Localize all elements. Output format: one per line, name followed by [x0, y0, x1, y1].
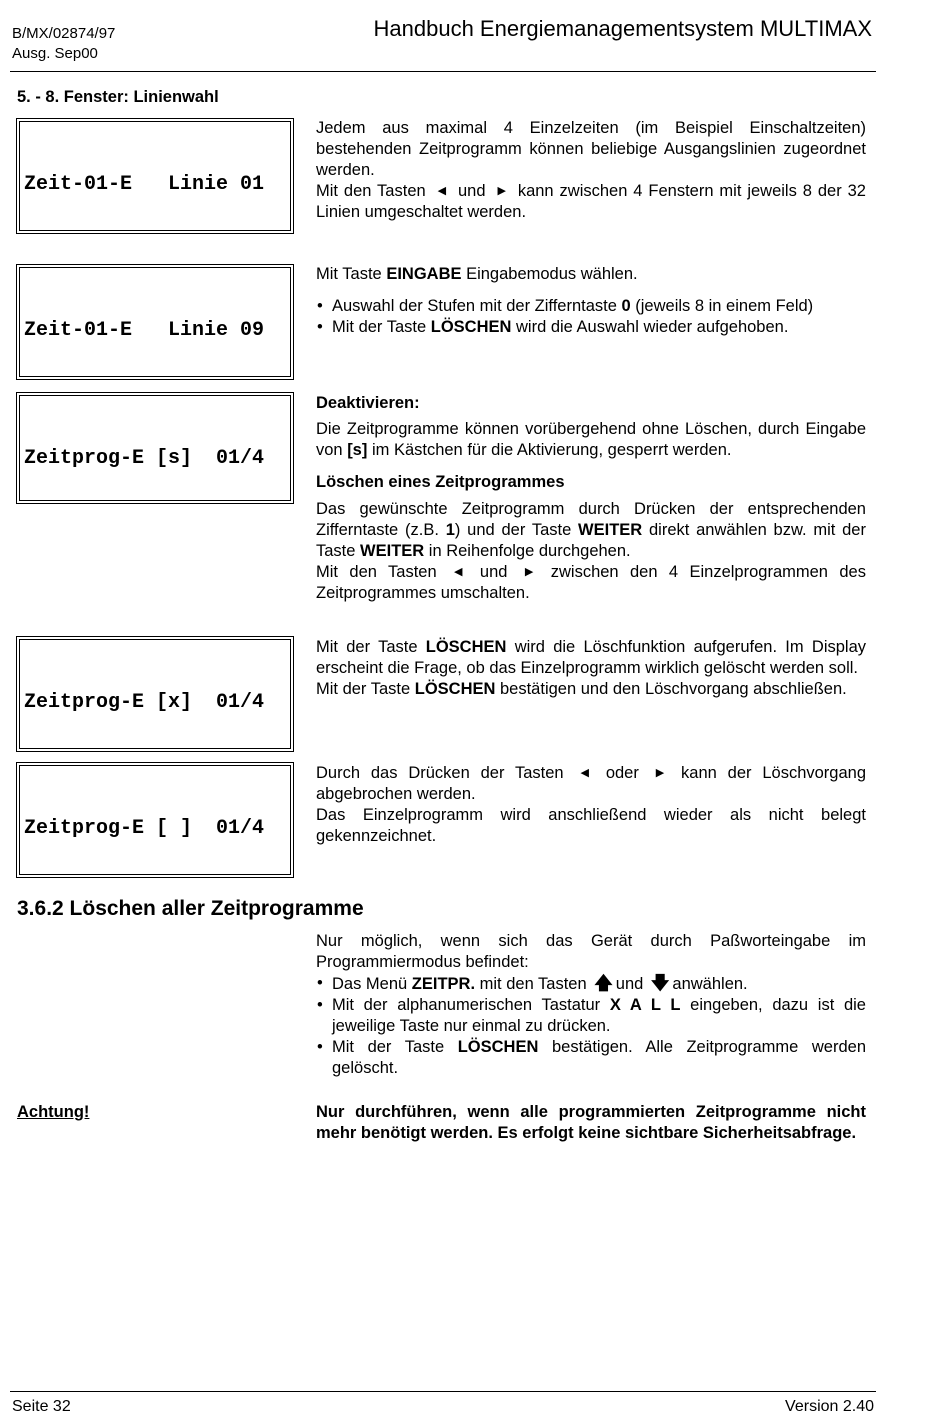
footer-divider [10, 1391, 876, 1392]
text-run: in Reihenfolge durchgehen. [424, 542, 631, 560]
paragraph-text: Jedem aus maximal 4 Einzelzeiten (im Beispiel Einschaltzeiten) bestehenden Zeitprogramm können beliebige Ausgangslinien zugeordnet werden. [316, 119, 866, 179]
arrow-left-icon: ◀ [437, 185, 447, 197]
paragraph-text [316, 499, 866, 562]
key-name: EINGABE [386, 265, 462, 283]
text-run: anwählen. [672, 975, 748, 993]
page-number: Seite 32 [12, 1398, 71, 1415]
text-run: Mit den Tasten [316, 563, 437, 581]
menu-name: ZEITPR. [411, 975, 476, 993]
key-name: X A L L [609, 996, 681, 1014]
subheading-deactivate [316, 393, 866, 414]
list-item [316, 973, 866, 995]
text-run: und [615, 975, 644, 993]
paragraph-cancel [316, 763, 866, 847]
text-run: Mit der Taste [332, 318, 431, 336]
lcd-display-deactivated [16, 392, 294, 504]
paragraph-text: Das Einzelprogramm wird anschließend wieder als nicht belegt gekennzeichnet. [316, 806, 866, 845]
warning-label: Achtung! [17, 1103, 90, 1121]
paragraph-delete-all [316, 931, 866, 1079]
bullet-list [316, 973, 866, 1079]
text-run: ) und der Taste [454, 521, 579, 539]
text-run: im Kästchen für die Aktivierung, gesperrt werden. [367, 441, 732, 459]
lcd-line: Zeit-01-E Linie 01 [24, 173, 265, 196]
lcd-display-empty [16, 762, 294, 878]
arrow-down-icon: 🡇 [650, 973, 670, 993]
paragraph-deactivate [316, 393, 866, 604]
lcd-line: Zeitprog-E [s] 01/4 [24, 447, 265, 470]
text-run: zwischen den 4 Einzelprogrammen des Zeitprogrammes umschalten. [316, 563, 866, 602]
paragraph-delete-function [316, 637, 866, 700]
key-name: LÖSCHEN [457, 1038, 539, 1056]
bullet-list [316, 296, 866, 338]
text-run: direkt anwählen bzw. mit der Taste [316, 521, 866, 560]
text-run: und [457, 182, 486, 200]
text-run: kann zwischen 4 Fenstern mit jeweils 8 der 32 Linien umgeschaltet werden. [316, 182, 866, 221]
text-run: Das gewünschte Zeitprogramm durch Drücken der entsprechenden Zifferntaste (z.B. [316, 500, 866, 539]
paragraph-text: Nur möglich, wenn sich das Gerät durch Paßworteingabe im Programmiermodus befindet: [316, 932, 866, 971]
paragraph-text [316, 763, 866, 805]
document-id-block [12, 24, 115, 64]
text-run: Das Menü [332, 975, 412, 993]
arrow-left-icon: ◀ [580, 767, 589, 779]
paragraph-text [316, 264, 866, 285]
text-run: (jeweils 8 in einem Feld) [630, 297, 814, 315]
text-run: Mit der Taste [316, 638, 426, 656]
list-item [316, 1037, 866, 1079]
paragraph-text [316, 637, 866, 679]
text-run: wird die Auswahl wieder aufgehoben. [511, 318, 789, 336]
key-name: WEITER [360, 542, 425, 560]
key-name: LÖSCHEN [430, 318, 512, 336]
lcd-line: Zeitprog-E [x] 01/4 [24, 691, 265, 714]
version-label: Version 2.40 [785, 1398, 874, 1415]
paragraph-line-assignment [316, 118, 866, 223]
text-run: mit den Tasten [475, 975, 587, 993]
text-run: Durch das Drücken der Tasten [316, 764, 564, 782]
text-run: wird die Löschfunktion aufgerufen. Im Display erscheint die Frage, ob das Einzelprogramm wirklich gelöscht werden soll. [316, 638, 866, 677]
list-item [316, 296, 866, 317]
lcd-display-delete-confirm [16, 636, 294, 752]
paragraph-text [316, 562, 866, 604]
warning-text: Nur durchführen, wenn alle programmierten Zeitprogramme nicht mehr benötigt werden. Es erfolgt keine sichtbare Sicherheitsabfrage. [316, 1103, 866, 1142]
text-run: bestätigen und den Löschvorgang abschließen. [495, 680, 847, 698]
text-run: Mit der Taste [332, 1038, 458, 1056]
text-run: Die Zeitprogramme können vorübergehend ohne Löschen, durch Eingabe von [316, 420, 866, 459]
text-run: Mit Taste [316, 265, 387, 283]
arrow-right-icon: ▶ [655, 767, 665, 779]
lcd-line: Zeit-01-E Linie 09 [24, 319, 265, 342]
page-title: Handbuch Energiemanagementsystem MULTIMAX [373, 16, 872, 41]
paragraph-text [316, 181, 866, 223]
paragraph-text [316, 679, 866, 700]
key-name: 0 [621, 297, 631, 315]
document-id: B/MX/02874/97 [12, 25, 116, 42]
text-run: Löschen eines Zeitprogrammes [316, 473, 565, 491]
lcd-display-lines-01-08 [16, 118, 294, 234]
key-name: LÖSCHEN [425, 638, 507, 656]
list-item [316, 317, 866, 338]
arrow-right-icon: ▶ [524, 566, 534, 578]
lcd-line: Zeitprog-E [ ] 01/4 [24, 817, 265, 840]
section-heading-delete-all: 3.6.2 Löschen aller Zeitprogramme [17, 897, 364, 920]
arrow-right-icon: ▶ [497, 185, 506, 197]
text-run: Auswahl der Stufen mit der Zifferntaste [332, 297, 622, 315]
list-item [316, 995, 866, 1037]
header-divider [10, 71, 876, 72]
key-name: LÖSCHEN [414, 680, 496, 698]
lcd-display-lines-09-16 [16, 264, 294, 380]
text-run: Deaktivieren: [316, 394, 420, 412]
key-name: [s] [347, 441, 368, 459]
text-run: und [479, 563, 508, 581]
text-run: eingeben, dazu ist die jeweilige Taste nur einmal zu drücken. [332, 996, 866, 1035]
text-run: Mit der Taste [316, 680, 415, 698]
text-run: bestätigen. Alle Zeitprogramme werden gelöscht. [332, 1038, 867, 1077]
section-heading: 5. - 8. Fenster: Linienwahl [17, 88, 219, 106]
key-name: WEITER [578, 521, 643, 539]
text-run: Eingabemodus wählen. [461, 265, 638, 283]
text-run: Mit der alphanumerischen Tastatur [332, 996, 610, 1014]
text-run: oder [605, 764, 639, 782]
subheading-delete-program [316, 472, 866, 493]
key-name: 1 [445, 521, 455, 539]
text-run: Mit den Tasten [316, 182, 426, 200]
paragraph-input-mode [316, 264, 866, 338]
arrow-left-icon: ◀ [454, 566, 463, 578]
paragraph-text [316, 419, 866, 461]
arrow-up-icon: 🡅 [594, 973, 613, 993]
edition: Ausg. Sep00 [12, 45, 98, 62]
text-run: kann der Löschvorgang abgebrochen werden. [316, 764, 867, 803]
